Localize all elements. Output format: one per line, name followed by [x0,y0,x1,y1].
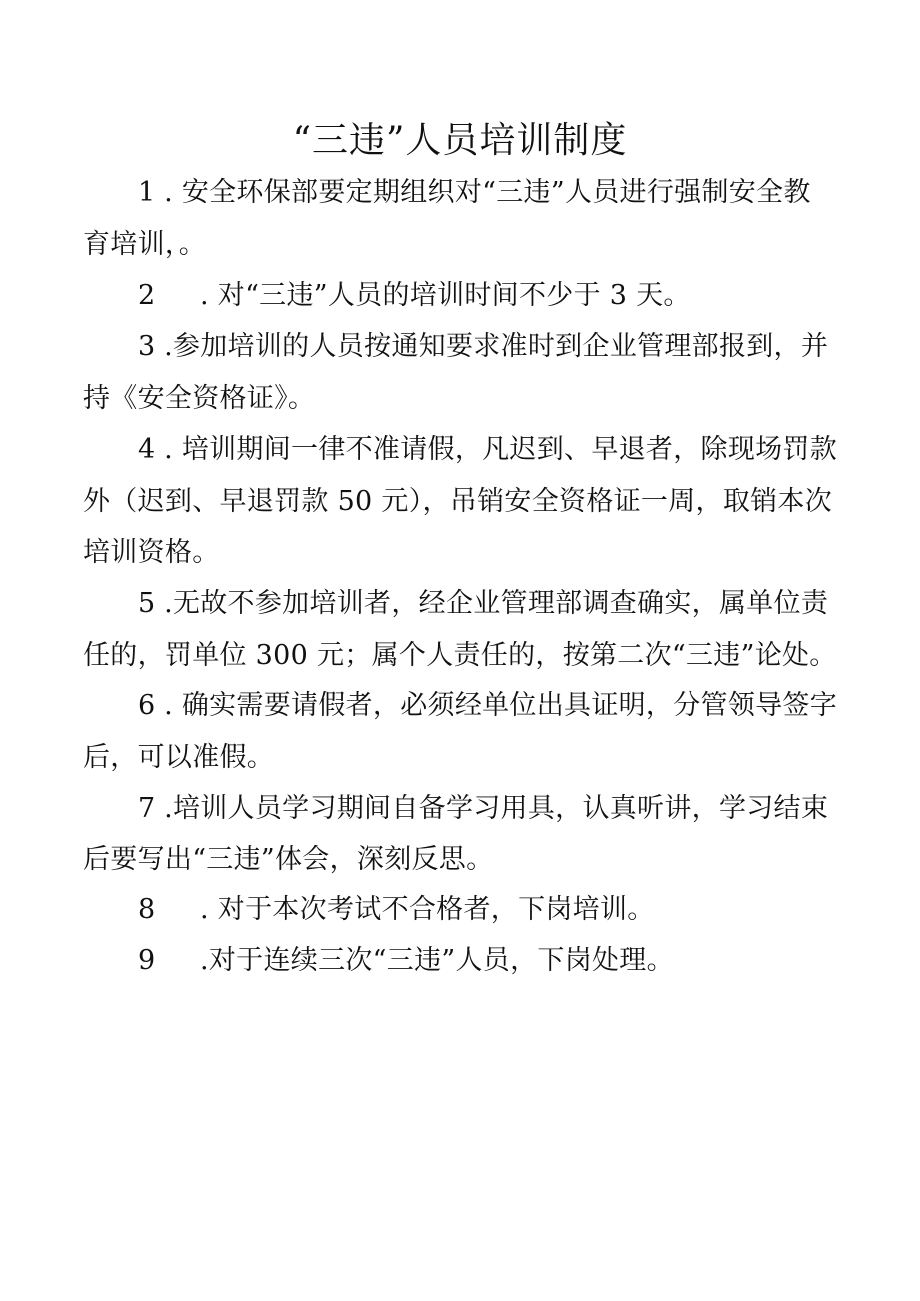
item-text: .培训人员学习期间自备学习用具，认真听讲，学习结束 [155,793,829,824]
document-title: “三违”人员培训制度 [292,120,628,161]
item-text: . 确实需要请假者，必须经单位出具证明，分管领导签字 [155,690,838,721]
item-7-first-line [138,789,828,829]
item-text: . 对“三违”人员的培训时间不少于 3 天。 [200,280,691,311]
item-6-first-line [138,686,837,726]
item-4-first-line [138,430,837,470]
item-3-first-line [138,327,828,367]
item-6-continuation-line [83,738,274,778]
item-text: 外（迟到、早退罚款 50 元），吊销安全资格证一周，取销本次 [83,486,833,517]
item-text: 后要写出“三违”体会，深刻反思。 [83,844,494,875]
item-text: . 对于本次考试不合格者，下岗培训。 [200,894,655,925]
item-3-continuation-line [83,379,315,419]
item-number: 7 [138,793,156,824]
item-text: 持《安全资格证》。 [83,383,316,414]
item-8-line [138,890,655,930]
item-text: . 培训期间一律不准请假，凡迟到、早退者，除现场罚款 [155,434,838,465]
item-1-first-line [138,173,811,213]
item-number: 3 [138,331,156,362]
item-7-continuation-line [83,840,493,880]
item-4-continuation-line [83,482,832,522]
item-text: .无故不参加培训者，经企业管理部调查确实，属单位责 [155,588,829,619]
item-number: 2 [138,280,156,311]
item-text: .对于连续三次“三违”人员，下岗处理。 [200,945,674,976]
item-text: 任的，罚单位 300 元；属个人责任的，按第二次“三违”论处。 [83,640,837,671]
item-9-line [138,941,674,981]
item-5-continuation-line [83,636,837,676]
item-number: 5 [138,588,156,619]
item-4-continuation-line [83,533,220,573]
item-text: . 安全环保部要定期组织对“三违”人员进行强制安全教 [155,177,811,208]
item-text: 培训资格。 [83,537,220,568]
item-5-first-line [138,584,828,624]
item-1-continuation-line [83,225,206,265]
item-text: 后，可以准假。 [83,742,275,773]
item-number: 8 [138,894,156,925]
item-number: 4 [138,434,156,465]
item-number: 6 [138,690,156,721]
item-2-line [138,276,691,316]
item-text: 育培训，。 [83,229,206,260]
item-number: 9 [138,945,156,976]
item-number: 1 [138,177,156,208]
item-text: .参加培训的人员按通知要求准时到企业管理部报到，并 [155,331,829,362]
